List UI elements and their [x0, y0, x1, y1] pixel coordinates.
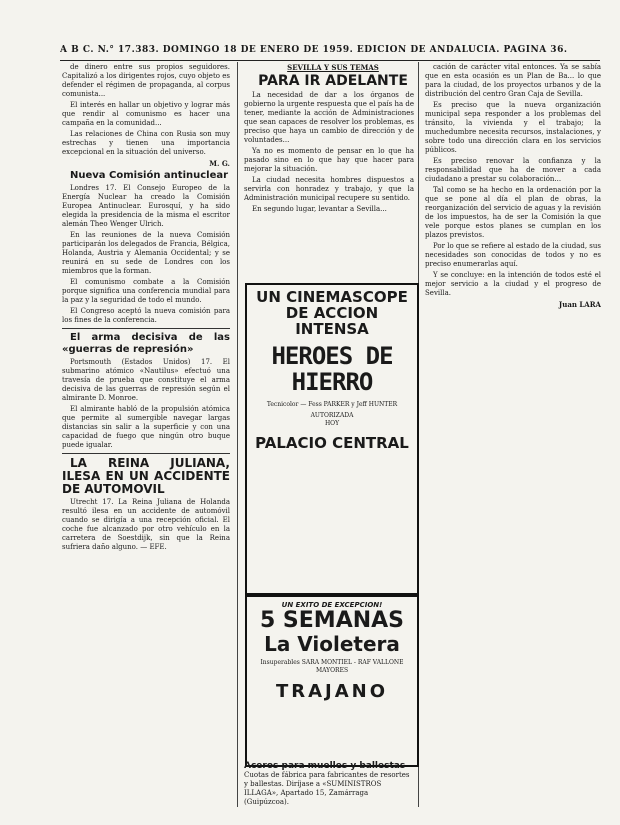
article-paragraph: Y se concluye: en la intención de todos esté el mejor servicio a la ciudad y el progreso de Sevilla.	[425, 271, 601, 297]
article-paragraph: Las relaciones de China con Rusia son muy estrechas y tienen una importancia excepcional en la situación del universo.	[62, 130, 230, 156]
article-paragraph: cación de carácter vital entonces. Ya se sabía que en esta ocasión es un Plan de Ba... lo que para la ciudad, de los proyectos urbanos y de la distribución del centro Gran Caja de Sevilla.	[425, 63, 601, 98]
headline-adelante: PARA IR ADELANTE	[258, 73, 408, 89]
ad-tagline: UN EXITO DE EXCEPCION!	[281, 601, 383, 609]
article-paragraph: En segundo lugar, levantar a Sevilla...	[252, 205, 387, 213]
column-2-article	[244, 63, 414, 283]
article-paragraph: Londres 17. El Consejo Europeo de la Energía Nuclear ha creado la Comisión Europea Antinuclear. Eurosquí, y ha sido elegida la presidencia de la misma el escritor alemán Theo Wenger Ulrich.	[62, 184, 230, 228]
classified-title: Aceros para muelles y ballestas	[244, 761, 406, 771]
ad-rating: MAYORES	[315, 667, 349, 674]
article-paragraph: En las reuniones de la nueva Comisión participarán los delegados de Francia, Bélgica, Holanda, Austria y Alemania Occidental; y se reunirá en su sede de Londres con los miembros que la forman.	[62, 231, 230, 275]
article-paragraph: de dinero entre sus propios seguidores. Capitalizó a los dirigentes rojos, cuyo objeto es defender el régimen de propaganda, al corpus comunista...	[62, 63, 230, 98]
cinema-ad-heroes	[245, 283, 419, 595]
classified-text: Cuotas de fábrica para fabricantes de resortes y ballestas. Diríjase a «SUMINISTROS ILLAGA», Apartado 15, Zamárraga (Guipúzcoa).	[244, 771, 410, 806]
ad-rating: AUTORIZADA	[310, 412, 354, 419]
article-paragraph: La ciudad necesita hombres dispuestos a servirla con honradez y trabajo, y que la Administración municipal recupere su sentido.	[244, 176, 414, 202]
article-paragraph: Es preciso renovar la confianza y la responsabilidad que ha de mover a cada ciudadano a prestar su colaboración...	[425, 157, 601, 183]
ad-film-title: La Violetera	[264, 632, 400, 656]
article-paragraph: El comunismo combate a la Comisión porque significa una conferencia mundial para la paz y la seguridad de todo el mundo.	[62, 278, 230, 304]
article-paragraph: La necesidad de dar a los órganos de gobierno la urgente respuesta que el país ha de tener, mediante la acción de Administraciones que sean capaces de resolver los problemas, es preciso que haya un cambio de dirección y de voluntades...	[244, 91, 414, 144]
section-divider	[62, 453, 230, 454]
headline-comision: Nueva Comisión antinuclear	[70, 170, 229, 181]
article-paragraph: El Congreso aceptó la nueva comisión para los fines de la conferencia.	[62, 307, 230, 324]
article-paragraph: Tal como se ha hecho en la ordenación por la que se pone al día el plan de obras, la reorganización del servicio de aguas y la revisión de los impuestos, ha de ser la Comisión la que vele porque estos planes se cumplan en los plazos previstos.	[425, 186, 601, 239]
article-paragraph: Ya no es momento de pensar en lo que ha pasado sino en lo que hay que hacer para mejorar la situación.	[244, 147, 414, 173]
article-paragraph: El interés en hallar un objetivo y lograr más que rendir al comunismo es hacer una campaña en la comunidad...	[62, 101, 230, 127]
column-1	[62, 63, 230, 803]
ad-line: UN CINEMASCOPE	[256, 288, 408, 306]
ad-cinema-name: PALACIO CENTRAL	[255, 434, 409, 452]
ad-film-title: HEROES DE HIERRO	[271, 342, 393, 396]
article-paragraph: Por lo que se refiere al estado de la ciudad, sus necesidades son conocidas de todos y no es preciso enumerarlas aquí.	[425, 242, 601, 268]
article-paragraph: Utrecht 17. La Reina Juliana de Holanda resultó ilesa en un accidente de automóvil cuando se dirigía a una recepción oficial. El coche fue alcanzado por otro vehículo en la carretera de Soestdijk, sin que la Reina sufriera daño alguno. — EFE.	[62, 498, 230, 551]
ad-cinema-name: TRAJANO	[275, 681, 389, 702]
cinema-ad-violetera	[245, 595, 419, 767]
ad-credits: Tecnicolor — Fess PARKER y Jeff HUNTER	[266, 401, 398, 408]
column-3	[425, 63, 601, 768]
article-signature: Juan LARA	[558, 300, 601, 309]
page-header: A B C. N.° 17.383. DOMINGO 18 DE ENERO DE 1959. EDICION DE ANDALUCIA. PAGINA 36.	[60, 45, 568, 55]
section-kicker: SEVILLA Y SUS TEMAS	[287, 63, 379, 72]
ad-now: HOY	[324, 420, 340, 427]
ad-line: DE ACCION INTENSA	[285, 304, 379, 338]
article-paragraph: El almirante habló de la propulsión atómica que permite al sumergible navegar largas distancias sin salir a la superficie y con una capacidad de fuego que ningún otro buque puede igualar.	[62, 405, 230, 449]
classified-ad	[244, 762, 412, 807]
header-rule	[60, 60, 600, 61]
article-signature: M. G.	[209, 159, 230, 168]
headline-arma: El arma decisiva de las «guerras de represión»	[62, 332, 230, 355]
section-divider	[62, 328, 230, 329]
ad-credits: Insuperables SARA MONTIEL - RAF VALLONE	[260, 659, 404, 666]
headline-reina: LA REINA JULIANA, ILESA EN UN ACCIDENTE DE AUTOMOVIL	[62, 456, 230, 496]
article-paragraph: Es preciso que la nueva organización municipal sepa responder a los problemas del tránsito, la vivienda y el trabajo; la muchedumbre necesita recursos, instalaciones, y sobre todo una dirección clara en los servicios públicos.	[425, 101, 601, 154]
column-divider-1	[237, 62, 238, 807]
article-paragraph: Portsmouth (Estados Unidos) 17. El submarino atómico «Nautilus» efectuó una travesía de prueba que constituye el arma decisiva de las guerras de represión según el almirante D. Monroe.	[62, 358, 230, 402]
ad-weeks: 5 SEMANAS	[259, 608, 405, 633]
